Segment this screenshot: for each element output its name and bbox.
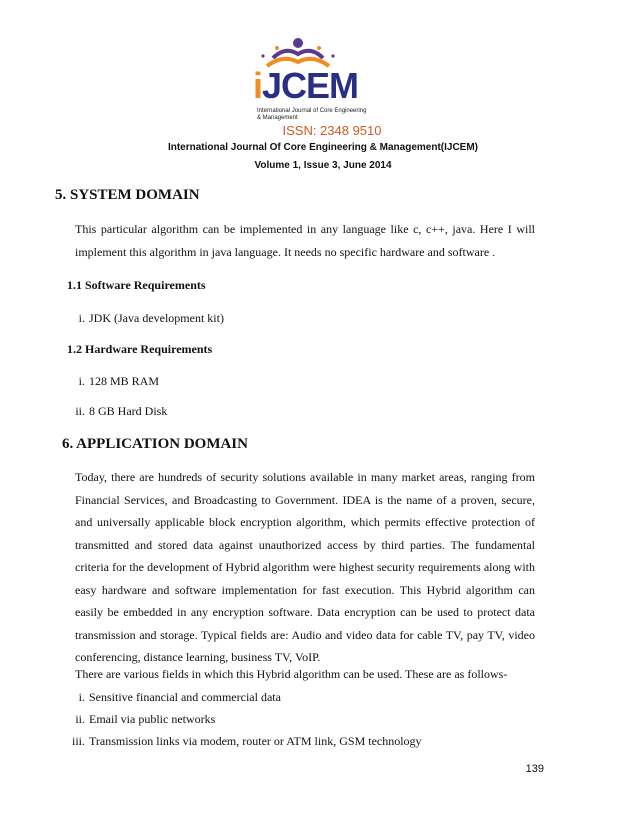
- logo-wordmark: [253, 66, 363, 106]
- list-item: [67, 734, 422, 749]
- list-item: [67, 311, 224, 326]
- list-item: [67, 374, 159, 389]
- list-text: Transmission links via modem, router or ATM link, GSM technology: [89, 734, 422, 748]
- software-requirements-heading: 1.1 Software Requirements: [67, 278, 206, 292]
- list-number: i.: [78, 311, 85, 325]
- list-number: i.: [78, 690, 85, 704]
- section5-paragraph: This particular algorithm can be implemented in any language like c, c++, java. Here I will implement this algorithm in java language. It needs no specific hardware and software .: [75, 222, 535, 259]
- list-text: Email via public networks: [89, 712, 216, 726]
- list-text: JDK (Java development kit): [89, 311, 224, 325]
- list-text: 8 GB Hard Disk: [89, 404, 168, 418]
- journal-logo: [253, 36, 367, 122]
- list-item: [67, 690, 281, 705]
- list-text: 128 MB RAM: [89, 374, 160, 388]
- hardware-requirements-heading: 1.2 Hardware Requirements: [67, 342, 213, 356]
- logo-letter-i: i: [253, 65, 263, 106]
- issn: ISSN: 2348 9510: [282, 123, 382, 138]
- section6-heading: 6. APPLICATION DOMAIN: [62, 436, 248, 452]
- logo-subtitle: International Journal of Core Engineering & Management: [257, 108, 367, 121]
- list-number: ii.: [75, 404, 85, 418]
- section6-intro-line: There are various fields in which this Hybrid algorithm can be used. These are as follows-: [75, 667, 508, 681]
- list-number: ii.: [75, 712, 85, 726]
- page-number: 139: [525, 763, 544, 775]
- section5-heading: 5. SYSTEM DOMAIN: [55, 187, 200, 203]
- list-item: [67, 712, 215, 727]
- section6-paragraph: Today, there are hundreds of security solutions available in many market areas, ranging from Financial Services, and Broadcasting to Government. IDEA is the name of a proven, secure, and universally applicable block encryption algorithm, which permits effective protection of transmitted and stored data against unauthorized access by third parties. The fundamental criteria for the development of Hybrid algorithm were highest security requirements along with easy hardware and software implementation for fast execution. This Hybrid algorithm can easily be embedded in any encryption software. Data encryption can be used to protect data transmission and storage. Typical fields are: Audio and video data for cable TV, pay TV, video conferencing, distance learning, business TV, VoIP.: [75, 470, 535, 664]
- list-number: iii.: [71, 734, 85, 748]
- volume-info: Volume 1, Issue 3, June 2014: [254, 160, 392, 171]
- list-number: i.: [78, 374, 85, 388]
- list-text: Sensitive financial and commercial data: [89, 690, 281, 704]
- list-item: [67, 404, 167, 419]
- journal-title: International Journal Of Core Engineering & Management(IJCEM): [167, 142, 479, 153]
- logo-letters: JCEM: [262, 65, 359, 106]
